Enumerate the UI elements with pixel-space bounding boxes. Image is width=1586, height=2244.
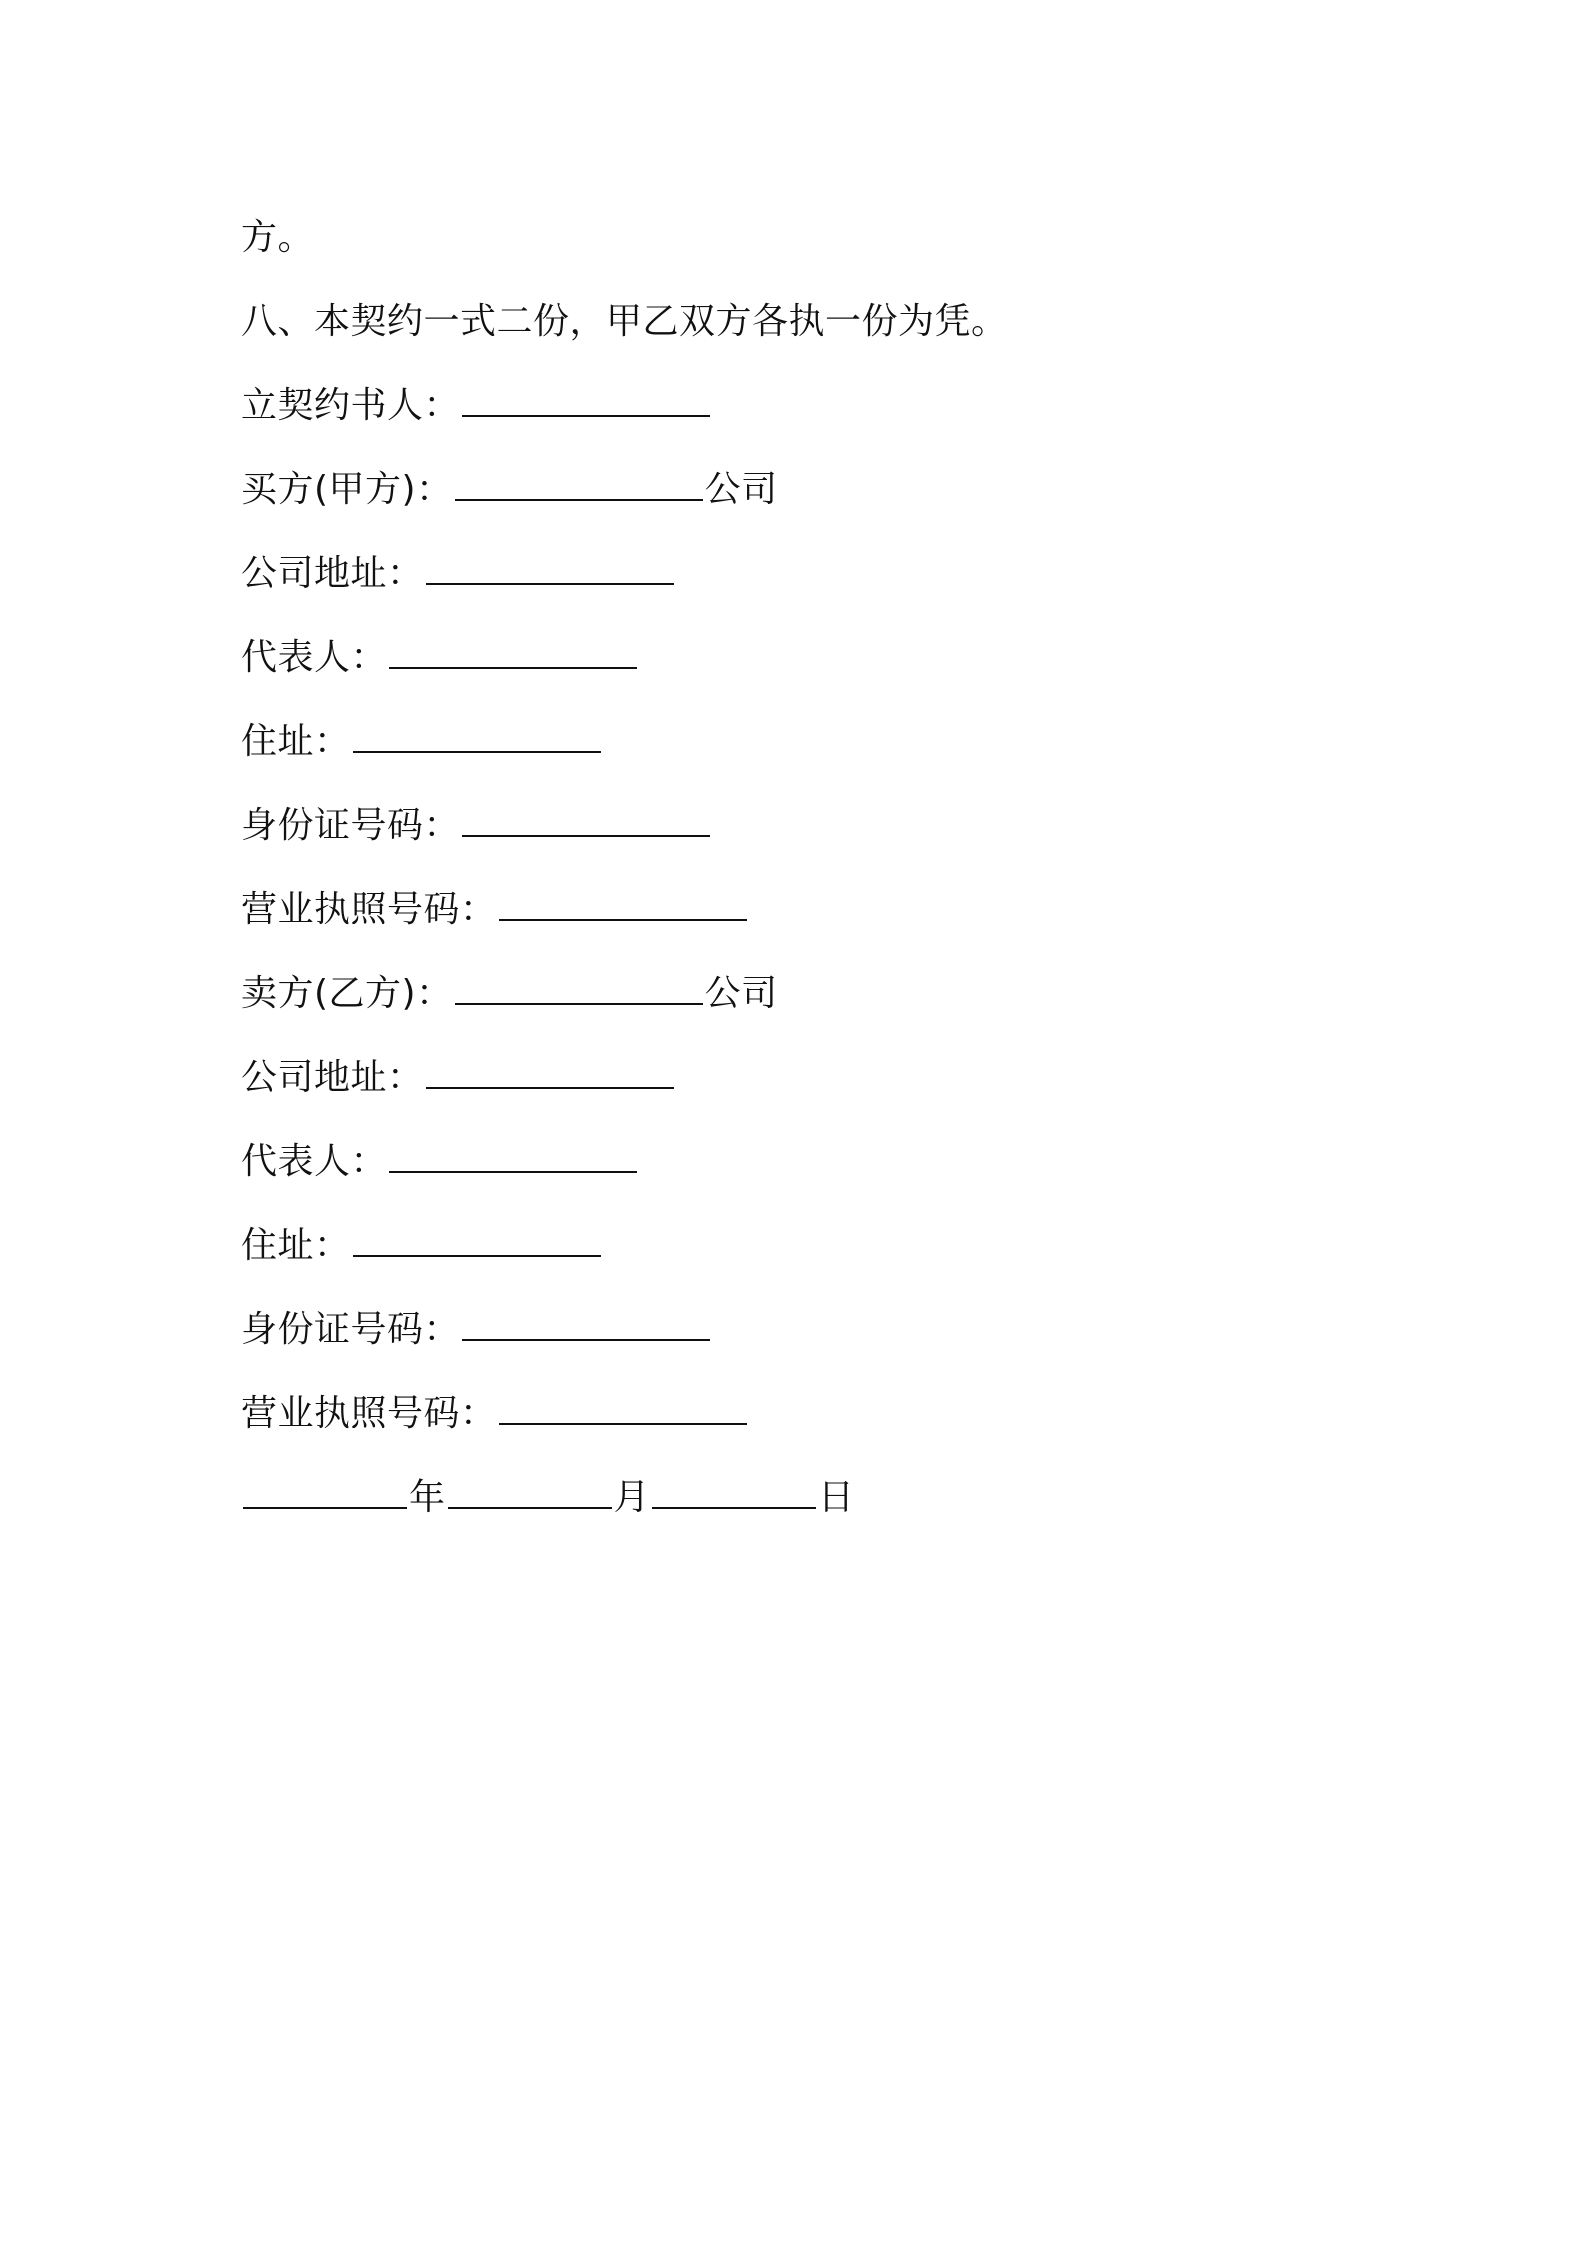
label: 身份证号码： xyxy=(241,805,461,846)
buyer-representative-blank xyxy=(389,637,637,669)
buyer-id-blank xyxy=(462,805,710,837)
contract-body xyxy=(241,196,1341,1540)
text: 八、本契约一式二份，甲乙双方各执一份为凭。 xyxy=(241,301,1008,342)
buyer-id-line xyxy=(241,784,1341,868)
buyer-representative-line xyxy=(241,616,1341,700)
label: 住址： xyxy=(241,1225,351,1266)
seller-residence-blank xyxy=(353,1225,601,1257)
buyer-license-line xyxy=(241,868,1341,952)
suffix: 公司 xyxy=(704,469,778,510)
seller-residence-line xyxy=(241,1204,1341,1288)
clause-eight xyxy=(241,280,1341,364)
label: 营业执照号码： xyxy=(241,1393,497,1434)
date-line xyxy=(241,1456,1341,1540)
seller-representative-line xyxy=(241,1120,1341,1204)
seller-license-line xyxy=(241,1372,1341,1456)
label: 公司地址： xyxy=(241,553,424,594)
month-label: 月 xyxy=(613,1477,651,1518)
buyer-company-blank xyxy=(455,469,703,501)
seller-address-line xyxy=(241,1036,1341,1120)
label: 公司地址： xyxy=(241,1057,424,1098)
label: 买方(甲方)： xyxy=(241,469,453,510)
suffix: 公司 xyxy=(704,973,778,1014)
seller-id-line xyxy=(241,1288,1341,1372)
label: 代表人： xyxy=(241,1141,388,1182)
label: 卖方(乙方)： xyxy=(241,973,453,1014)
buyer-residence-line xyxy=(241,700,1341,784)
seller-line xyxy=(241,952,1341,1036)
label: 身份证号码： xyxy=(241,1309,461,1350)
label: 代表人： xyxy=(241,637,388,678)
label: 立契约书人： xyxy=(241,385,461,426)
signatory-blank xyxy=(462,385,710,417)
day-blank xyxy=(652,1477,816,1509)
paragraph-end xyxy=(241,196,1341,280)
buyer-address-blank xyxy=(426,553,674,585)
buyer-license-blank xyxy=(499,889,747,921)
buyer-address-line xyxy=(241,532,1341,616)
month-blank xyxy=(448,1477,612,1509)
buyer-residence-blank xyxy=(353,721,601,753)
signatory-line xyxy=(241,364,1341,448)
seller-address-blank xyxy=(426,1057,674,1089)
seller-id-blank xyxy=(462,1309,710,1341)
year-label: 年 xyxy=(409,1477,446,1518)
label: 营业执照号码： xyxy=(241,889,497,930)
seller-representative-blank xyxy=(389,1141,637,1173)
seller-company-blank xyxy=(455,973,703,1005)
buyer-line xyxy=(241,448,1341,532)
label: 住址： xyxy=(241,721,351,762)
day-label: 日 xyxy=(818,1477,855,1518)
text: 方。 xyxy=(241,217,315,258)
year-blank xyxy=(243,1477,407,1509)
seller-license-blank xyxy=(499,1393,747,1425)
